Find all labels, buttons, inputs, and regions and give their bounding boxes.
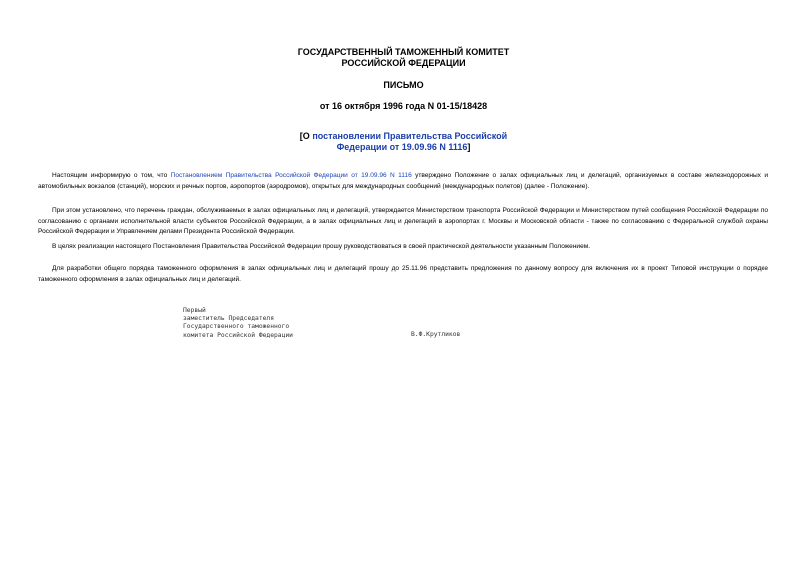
issuing-authority	[0, 47, 807, 69]
subject-link-line-1[interactable]: постановлении Правительства Российской	[312, 131, 508, 141]
paragraph-1-start: Настоящим информирую о том, что	[52, 172, 171, 179]
authority-line-2: РОССИЙСКОЙ ФЕДЕРАЦИИ	[341, 58, 466, 68]
signatory-name: В.Ф.Крутликов	[411, 331, 461, 338]
authority-line-1: ГОСУДАРСТВЕННЫЙ ТАМОЖЕННЫЙ КОМИТЕТ	[297, 47, 510, 57]
paragraph-2-text: При этом установлено, что перечень граждан, обслуживаемых в залах официальных лиц и делегаций, утверждается Министерством транспорта Российской Федерации и Министерством путей сообщения Российской Федерации по согласованию с органами исполнительной власти субъектов Российской Федерации, а в залах официальных лиц и делегаций в аэропортах г. Москвы и Московской области - также по согласованию с Федеральной службой охраны Российской Федерации и Управлением делами Президента Российской Федерации.	[38, 207, 768, 235]
paragraph-3	[38, 242, 768, 253]
subject-bracket-open: [	[299, 131, 303, 141]
paragraph-4-text: Для разработки общего порядка таможенного оформления в залах официальных лиц и делегаций прошу до 25.11.96 представить предложения по данному вопросу для включения их в проект Типовой инструкции о порядке таможенного оформления в залах официальных лиц и делегаций.	[38, 265, 768, 283]
resolution-link[interactable]: Постановлением Правительства Российской Федерации от 19.09.96 N 1116	[170, 172, 412, 179]
subject-prefix: О	[302, 131, 313, 141]
document-type: ПИСЬМО	[383, 80, 424, 90]
signatory-position: Первый заместитель Председателя Государственного таможенного комитета Российской Федерации	[183, 307, 293, 339]
document-date-number: от 16 октября 1996 года N 01-15/18428	[319, 101, 488, 111]
subject-link-line-2[interactable]: Федерации от 19.09.96 N 1116	[336, 142, 468, 152]
paragraph-1	[38, 171, 768, 192]
document-subject	[0, 131, 807, 153]
paragraph-2	[38, 206, 768, 238]
paragraph-4	[38, 264, 768, 285]
paragraph-1-end: утверждено Положение о залах официальных лиц и делегаций, организуемых в составе железнодорожных и автомобильных вокзалов (станций), морских и речных портов, аэропортов (аэродромов), открытых для международных сообщений (международных полетов) (далее - Положение).	[38, 172, 768, 190]
paragraph-3-text: В целях реализации настоящего Постановления Правительства Российской Федерации прошу руководствоваться в своей практической деятельности указанным Положением.	[52, 243, 591, 250]
subject-bracket-close: ]	[467, 142, 471, 152]
